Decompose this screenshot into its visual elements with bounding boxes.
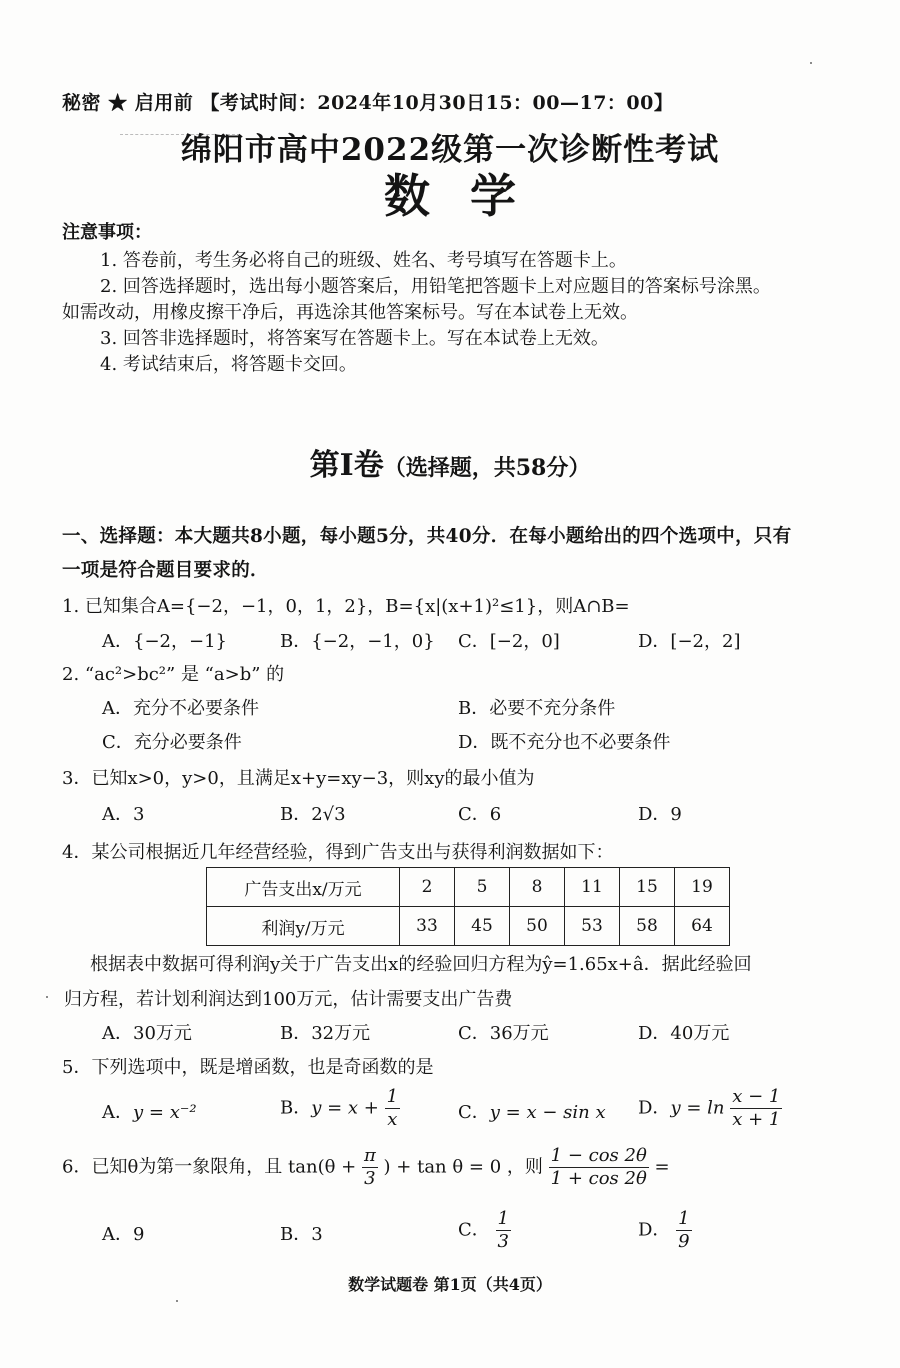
numerator: 1 [497,1208,509,1229]
denominator: x [387,1109,398,1130]
option-formula: y = x + [311,1097,379,1119]
option-b: B．{−2，−1，0} [280,631,435,652]
question-4-text: 根据表中数据可得利润y关于广告支出x的经验回归方程为ŷ=1.65x+â．据此经验回 [90,954,752,975]
numerator: π [363,1145,376,1166]
fraction [385,1086,400,1131]
option-c: C．[−2，0] [458,631,560,652]
option-a: A．9 [102,1224,145,1245]
option-d: D．既不充分也不必要条件 [458,732,671,753]
fraction [549,1145,649,1190]
option-c: C．36万元 [458,1023,549,1044]
question-5-stem: 5．下列选项中，既是增函数，也是奇函数的是 [62,1057,434,1078]
option-label: D． [638,1097,671,1119]
notes-title: 注意事项： [62,222,152,243]
table-cell: 8 [510,868,565,907]
numerator: x − 1 [732,1086,781,1107]
subject-title: 数学 [384,169,556,223]
option-c: C．6 [458,804,502,825]
table-cell: 53 [565,907,620,946]
table-cell: 50 [510,907,565,946]
exam-title: 绵阳市高中2022级第一次诊断性考试 [180,132,720,168]
section-title [0,440,900,484]
option-a [102,1098,197,1124]
option-label: D． [638,1219,671,1241]
option-formula: y = ln [670,1097,725,1119]
page-footer: 数学试题卷 第1页（共4页） [348,1275,552,1294]
note-item: 1. 答卷前，考生务必将自己的班级、姓名、考号填写在答题卡上。 [100,250,627,271]
scan-speck [46,996,48,998]
question-4-text: 归方程，若计划利润达到100万元，估计需要支出广告费 [64,989,513,1010]
note-item: 3. 回答非选择题时，将答案写在答题卡上。写在本试卷上无效。 [100,328,609,349]
option-label: A． [102,1102,133,1123]
denominator: 3 [364,1168,376,1189]
option-a: A．充分不必要条件 [102,698,259,719]
denominator: x + 1 [732,1109,781,1130]
option-a: A．3 [102,804,145,825]
denominator: 3 [497,1231,509,1252]
option-b: B．3 [280,1224,323,1245]
question-1-stem: 1. 已知集合A={−2，−1，0，1，2}，B={x|(x+1)²≤1}，则A∩B= [62,596,630,617]
confidential-header: 秘密 ★ 启用前 【考试时间：2024年10月30日15：00—17：00】 [62,92,674,114]
row-header: 利润y/万元 [207,907,400,946]
section-subtitle: （选择题，共58分） [383,455,591,481]
denominator: 9 [678,1231,690,1252]
question-4-stem: 4．某公司根据近几年经营经验，得到广告支出与获得利润数据如下： [62,842,614,863]
fraction [730,1086,782,1131]
instructions-line: 一项是符合题目要求的． [62,560,269,581]
table-cell: 64 [675,907,730,946]
option-d: D．9 [638,804,682,825]
row-header: 广告支出x/万元 [207,868,400,907]
scan-speck [176,1300,178,1302]
table-cell: 19 [675,868,730,907]
option-formula: y = x − sin x [489,1102,606,1123]
table-row [207,907,730,946]
option-label: B． [280,1097,312,1119]
stem-text: 6．已知θ为第一象限角，且 tan(θ + [62,1156,357,1178]
stem-text: = [654,1156,670,1178]
fraction [496,1208,511,1253]
scan-speck [810,62,812,64]
option-a: A．30万元 [102,1023,192,1044]
option-a: A．{−2，−1} [102,631,227,652]
option-d: D．[−2，2] [638,631,741,652]
question-2-stem: 2. “ac²>bc²” 是 “a>b” 的 [62,664,285,685]
option-d [638,1208,692,1253]
table-cell: 45 [455,907,510,946]
table-cell: 5 [455,868,510,907]
option-label: C． [458,1219,490,1241]
option-formula: y = x⁻² [133,1102,197,1123]
numerator: 1 [678,1208,690,1229]
option-b: B．2√3 [280,804,346,825]
option-b: B．32万元 [280,1023,371,1044]
option-b: B．必要不充分条件 [458,698,616,719]
data-table [206,867,730,946]
note-item: 2. 回答选择题时，选出每小题答案后，用铅笔把答题卡上对应题目的答案标号涂黑。 [100,276,771,297]
stem-text: ) + tan θ = 0 ，则 [383,1156,543,1178]
table-cell: 15 [620,868,675,907]
fraction [676,1208,691,1253]
table-cell: 58 [620,907,675,946]
note-item: 如需改动，用橡皮擦干净后，再选涂其他答案标号。写在本试卷上无效。 [62,302,638,323]
section-title-main: 第Ⅰ卷 [309,448,384,483]
fraction [362,1145,378,1190]
option-b [280,1086,400,1131]
option-c: C．充分必要条件 [102,732,242,753]
numerator: 1 − cos 2θ [550,1145,647,1166]
option-c [458,1208,511,1253]
question-6-stem [62,1145,670,1190]
denominator: 1 + cos 2θ [550,1168,647,1189]
question-3-stem: 3．已知x>0，y>0，且满足x+y=xy−3，则xy的最小值为 [62,768,535,789]
instructions-line: 一、选择题：本大题共8小题，每小题5分，共40分．在每小题给出的四个选项中，只有 [62,526,792,547]
option-d [638,1086,782,1131]
option-d: D．40万元 [638,1023,730,1044]
table-cell: 2 [400,868,455,907]
numerator: 1 [386,1086,399,1107]
table-cell: 33 [400,907,455,946]
option-c [458,1098,606,1124]
note-item: 4. 考试结束后，将答题卡交回。 [100,354,357,375]
table-cell: 11 [565,868,620,907]
table-row [207,868,730,907]
option-label: C． [458,1102,490,1123]
